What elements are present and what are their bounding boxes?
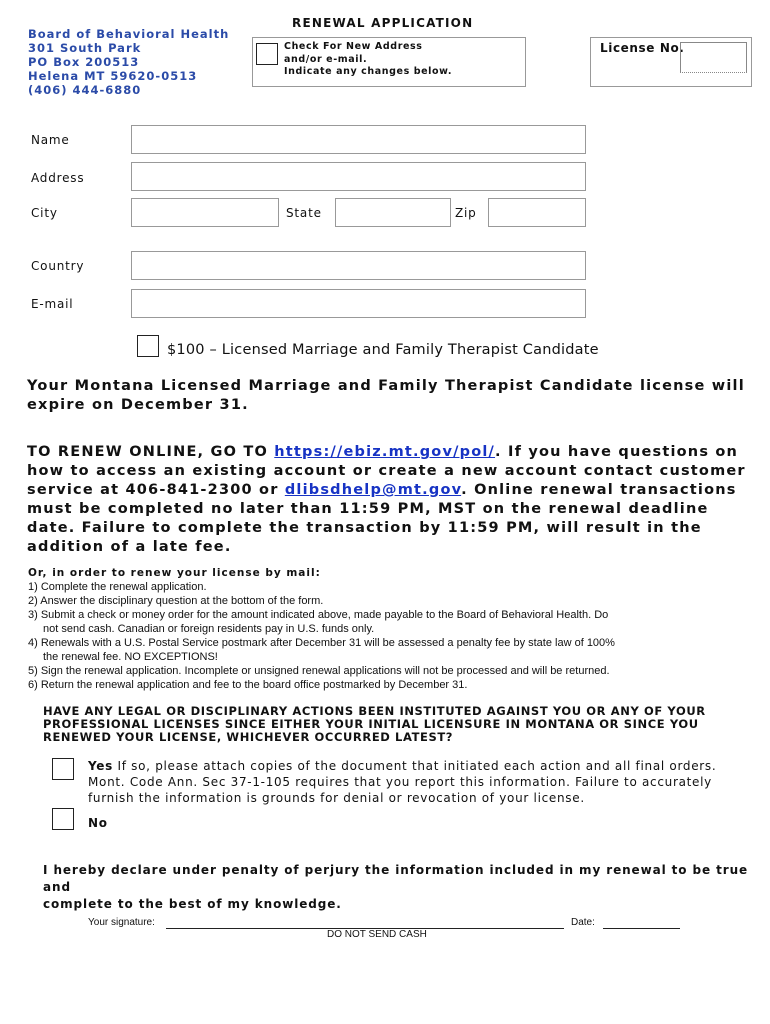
state-field[interactable] [335, 198, 451, 227]
address-line: Helena MT 59620-0513 [28, 69, 198, 83]
declaration [43, 862, 770, 913]
state-label: State [286, 206, 322, 220]
page-title: RENEWAL APPLICATION [292, 16, 474, 30]
fee-checkbox[interactable] [137, 335, 159, 357]
mail-step: 2) Answer the disciplinary question at the bottom of the form. [28, 595, 324, 607]
note-line: Indicate any changes below. [284, 66, 453, 77]
address-change-note [284, 41, 452, 79]
address-line: (406) 444-6880 [28, 83, 142, 97]
mail-heading: Or, in order to renew your license by mail: [28, 567, 321, 579]
note-line: and/or e-mail. [284, 53, 368, 65]
yes-checkbox[interactable] [52, 758, 74, 780]
declaration-line: I hereby declare under penalty of perjury the information included in my renewal to be true and [43, 863, 749, 894]
question-line: HAVE ANY LEGAL OR DISCIPLINARY ACTIONS BEEN INSTITUTED AGAINST YOU OR ANY OF YOUR [43, 704, 706, 718]
declaration-line: complete to the best of my knowledge. [43, 897, 342, 911]
note-line: Check For New Address [284, 41, 423, 52]
name-label: Name [31, 133, 70, 147]
signature-label: Your signature: [88, 917, 155, 928]
country-field[interactable] [131, 251, 586, 280]
mail-step: 4) Renewals with a U.S. Postal Service postmark after December 31 will be assessed a penalty fee by state law of 100% [28, 637, 615, 649]
address-field[interactable] [131, 162, 586, 191]
support-email-link[interactable]: dlibsdhelp@mt.gov [284, 482, 462, 498]
online-tail: . Online renewal transactions must be completed no later than 11:59 PM, MST on the renewal deadline date. Failure to complete the transaction by 11:59 PM, will result in the addition of a late fee. [27, 482, 737, 555]
online-mid: . If you have questions on how to access an existing account or create a new account contact customer service at 406-841-2300 or [27, 444, 746, 498]
mail-step: 1) Complete the renewal application. [28, 581, 207, 593]
address-change-checkbox[interactable] [256, 43, 278, 65]
address-line: 301 South Park [28, 41, 142, 55]
no-checkbox[interactable] [52, 808, 74, 830]
board-address [28, 27, 229, 97]
city-field[interactable] [131, 198, 279, 227]
mail-step: 5) Sign the renewal application. Incomplete or unsigned renewal applications will not be processed and will be returned. [28, 665, 610, 677]
address-label: Address [31, 171, 85, 185]
country-label: Country [31, 259, 85, 273]
name-field[interactable] [131, 125, 586, 154]
online-lead: TO RENEW ONLINE, GO TO [27, 444, 275, 460]
mail-step: 6) Return the renewal application and fee to the board office postmarked by December 31. [28, 679, 468, 691]
yes-label: Yes [88, 759, 113, 773]
address-line: PO Box 200513 [28, 55, 140, 69]
city-label: City [31, 206, 58, 220]
date-line[interactable] [603, 928, 680, 929]
mail-step: not send cash. Canadian or foreign residents pay in U.S. funds only. [43, 623, 375, 635]
fee-label: $100 – Licensed Marriage and Family Therapist Candidate [167, 342, 599, 358]
footer-note: DO NOT SEND CASH [327, 929, 427, 940]
disciplinary-question [43, 705, 706, 744]
yes-description: If so, please attach copies of the document that initiated each action and all final orders. Mont. Code Ann. Sec 37-1-105 requires that you report this information. Failure to accurately furnish the information is grounds for denial or revocation of your license. [88, 759, 717, 805]
mail-step: the renewal fee. NO EXCEPTIONS! [43, 651, 218, 663]
no-label: No [88, 816, 108, 830]
expire-notice: Your Montana Licensed Marriage and Family Therapist Candidate license will expire on December 31. [27, 378, 745, 413]
email-field[interactable] [131, 289, 586, 318]
license-number-field[interactable] [680, 42, 747, 73]
license-label: License No. [600, 41, 685, 55]
yes-option-text [88, 758, 728, 806]
mail-instructions [28, 566, 615, 692]
zip-label: Zip [455, 206, 477, 220]
online-renewal-link[interactable]: https://ebiz.mt.gov/pol/ [274, 444, 496, 460]
date-label: Date: [571, 917, 595, 928]
mail-step: 3) Submit a check or money order for the amount indicated above, made payable to the Board of Behavioral Health. Do [28, 609, 609, 621]
zip-field[interactable] [488, 198, 586, 227]
question-line: PROFESSIONAL LICENSES SINCE EITHER YOUR INITIAL LICENSURE IN MONTANA OR SINCE YOU [43, 717, 699, 731]
address-line: Board of Behavioral Health [28, 27, 230, 41]
email-label: E-mail [31, 297, 74, 311]
question-line: RENEWED YOUR LICENSE, WHICHEVER OCCURRED LATEST? [43, 730, 454, 744]
online-renewal-paragraph [27, 443, 747, 557]
